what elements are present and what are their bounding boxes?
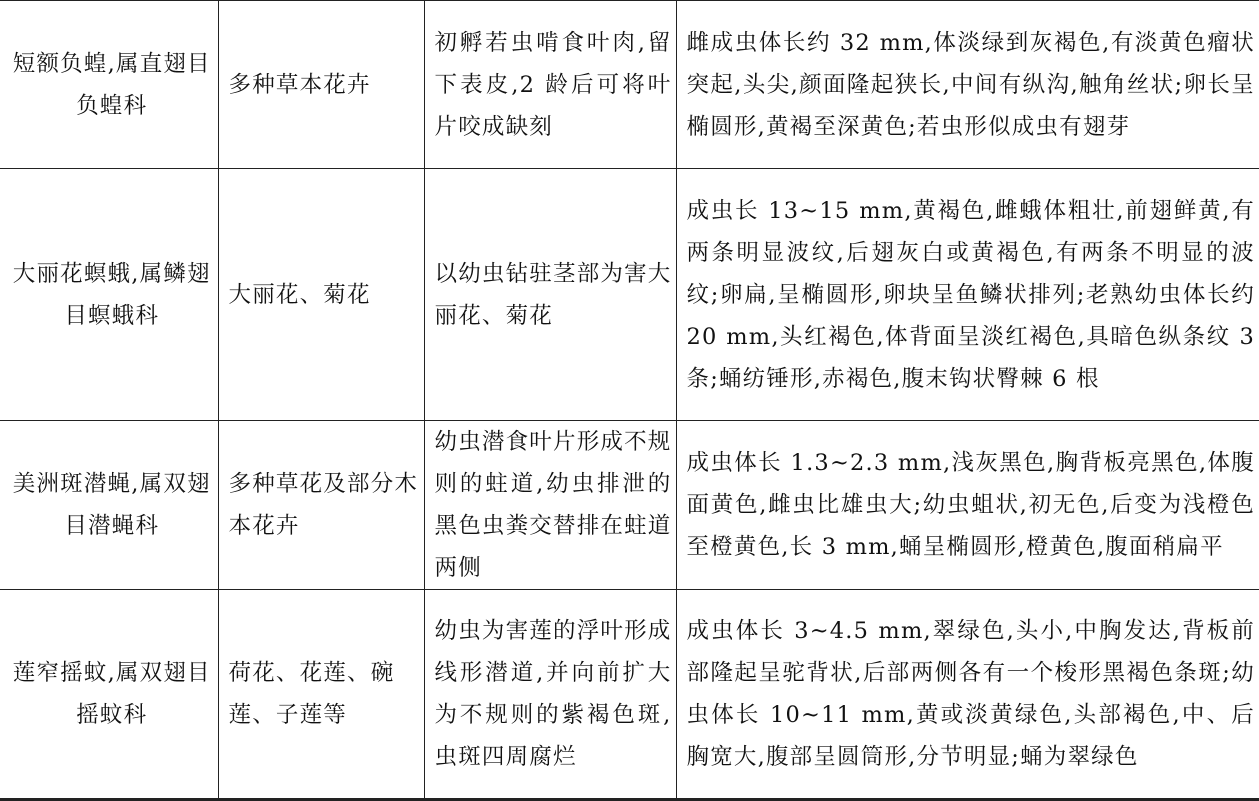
morphology-cell: 成虫体长 1.3~2.3 mm,浅灰黑色,胸背板亮黑色,体腹面黄色,雌虫比雄虫大;幼虫蛆状,初无色,后变为浅橙色至橙黄色,长 3 mm,蛹呈椭圆形,橙黄色,腹面稍扁平 [676,421,1259,590]
morphology-cell: 雌成虫体长约 32 mm,体淡绿到灰褐色,有淡黄色瘤状突起,头尖,颜面隆起狭长,中间有纵沟,触角丝状;卵长呈椭圆形,黄褐至深黄色;若虫形似成虫有翅芽 [676,1,1259,169]
pest-name-cell: 美洲斑潜蝇,属双翅目潜蝇科 [0,421,218,590]
damage-symptom-cell: 初孵若虫啃食叶肉,留下表皮,2 龄后可将叶片咬成缺刻 [424,1,676,169]
table-row [0,1,1259,169]
pest-name-cell: 短额负蝗,属直翅目负蝗科 [0,1,218,169]
table-row [0,169,1259,421]
host-plant-cell: 大丽花、菊花 [218,169,424,421]
host-plant-cell: 多种草花及部分木本花卉 [218,421,424,590]
host-plant-cell: 多种草本花卉 [218,1,424,169]
table-row [0,421,1259,590]
morphology-cell: 成虫体长 3~4.5 mm,翠绿色,头小,中胸发达,背板前部隆起呈驼背状,后部两侧各有一个梭形黑褐色条斑;幼虫体长 10~11 mm,黄或淡黄绿色,头部褐色,中、后胸宽大,腹部呈圆筒形,分节明显;蛹为翠绿色 [676,590,1259,800]
host-plant-cell: 荷花、花莲、碗莲、子莲等 [218,590,424,800]
damage-symptom-cell: 以幼虫钻驻茎部为害大丽花、菊花 [424,169,676,421]
pest-name-cell: 莲窄摇蚊,属双翅目摇蚊科 [0,590,218,800]
morphology-cell: 成虫长 13~15 mm,黄褐色,雌蛾体粗壮,前翅鲜黄,有两条明显波纹,后翅灰白或黄褐色,有两条不明显的波纹;卵扁,呈椭圆形,卵块呈鱼鳞状排列;老熟幼虫体长约 20 mm,头红褐色,体背面呈淡红褐色,具暗色纵条纹 3 条;蛹纺锤形,赤褐色,腹末钩状臀棘 6 根 [676,169,1259,421]
damage-symptom-cell: 幼虫为害莲的浮叶形成线形潜道,并向前扩大为不规则的紫褐色斑,虫斑四周腐烂 [424,590,676,800]
pest-table-body [0,1,1259,800]
pest-name-cell: 大丽花螟蛾,属鳞翅目螟蛾科 [0,169,218,421]
table-row [0,590,1259,800]
damage-symptom-cell: 幼虫潜食叶片形成不规则的蛀道,幼虫排泄的黑色虫粪交替排在蛀道两侧 [424,421,676,590]
